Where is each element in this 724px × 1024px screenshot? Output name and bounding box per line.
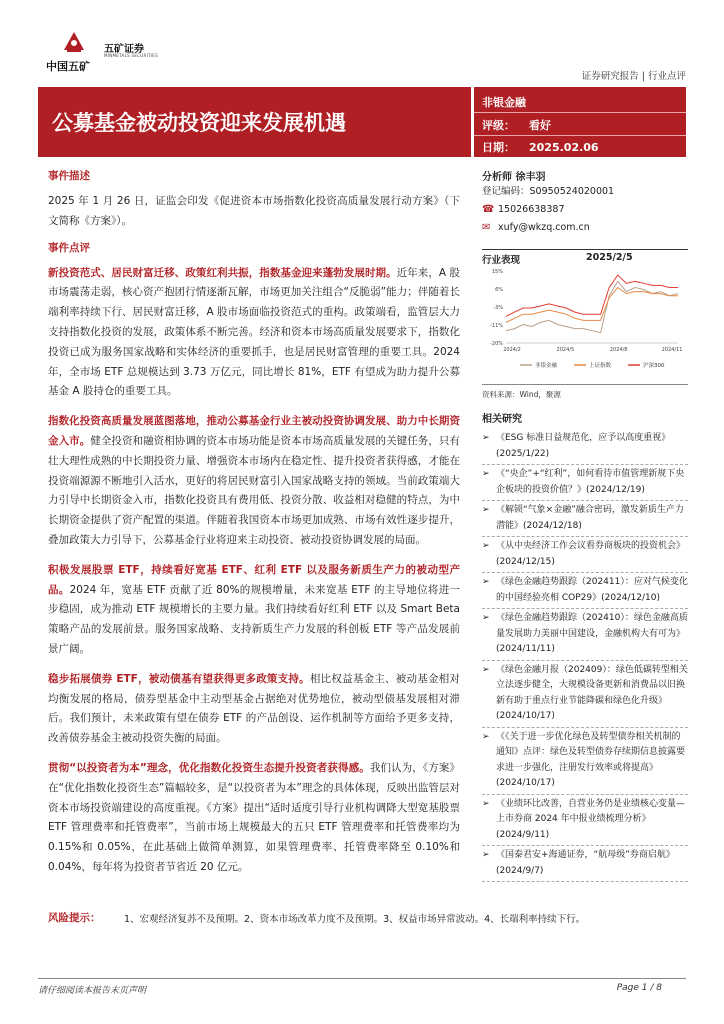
logo-cn-name: 中国五矿 [46,60,90,73]
report-title: 公募基金被动投资迎来发展机遇 [52,111,346,135]
y-tick-label: -11% [490,323,503,329]
sidebar [482,164,688,882]
paragraph-2 [48,412,460,551]
related-research-title: 相关研究 [482,414,522,425]
date-value: 2025.02.06 [529,141,599,154]
legend-label: 沪深300 [643,363,665,369]
industry-performance-chart [482,265,688,377]
x-tick-label: 2024/2 [503,347,521,353]
related-item-text: 《从中央经济工作会议看券商板块的投资机会》(2024/12/15) [496,541,686,567]
x-tick-label: 2024/5 [556,347,575,353]
info-divider [474,112,686,113]
paragraph-4 [48,670,460,749]
page-number: Page 1 / 8 [616,983,662,993]
paragraph-1 [48,264,460,403]
related-item-text: 《解锁“气象×金融”融合密码，激发新质生产力潜能》(2024/12/18) [496,505,684,531]
arrow-bullet-icon: ➢ [482,469,490,479]
related-item-text: 《“央企”+“红利”，如何看待市值管理新规下央企板块的投资价值？》(2024/12/19) [496,469,685,495]
legend-label: 上证指数 [589,363,612,369]
y-tick-label: -20% [490,341,503,347]
related-item[interactable] [482,609,688,661]
arrow-bullet-icon: ➢ [482,664,490,675]
chart-source: 资料来源：Wind，聚源 [482,384,688,400]
paragraph-4-text: 相比权益基金主、被动基金相对均衡发展的格局，债券型基金中主动型基金占据绝对优势地位，被动型债基发展相对滞后。我们预计，未来政策有望在债券 ETF 的产品创设、运作机制等方面给予更多支持，改善债券基金主被动投资失衡的局面。 [48,672,460,745]
paragraph-1-text: 近年来，A 股市场震荡走弱，核心资产抱团行情逐渐瓦解，市场更加关注组合“反脆弱”能力；伴随着长端利率持续下行、居民财富迁移，A 股市场面临投资范式的重构。政策端看，监管层大力支持指数化投资的发展，政策体系不断完善。经济和资本市场高质量发展要求下，指数化投资已成为服务国家战略和实体经济的重要抓手，也是居民财富管理的重要工具。2024 年，全市场 ETF 总规模达到 3.73 万亿元，同比增长 81%，ETF 有望成为助力提升公募基金 A 股持仓的重要工具。 [48,266,461,398]
series-line [506,288,678,323]
y-tick-label: -3% [493,305,503,311]
related-item-text: 《绿色金融趋势跟踪（202410）：绿色金融高质量发展助力美丽中国建设，金融机构大有可为》(2024/11/11) [496,613,688,654]
risk-text: 1、宏观经济复苏不及预期。2、资本市场改革力度不及预期。3、权益市场异常波动。4、长端利率持续下行。 [124,914,586,925]
related-item-text: 《《关于进一步优化绿色及转型债券相关机制的通知》点评：绿色及转型债券存续期信息披露要求进一步强化，注册发行效率或将提高》(2024/10/17) [496,731,686,788]
series-line [506,275,678,316]
related-item-text: 《ESG 标准日益规范化，应予以高度重视》(2025/1/22) [496,433,671,459]
arrow-bullet-icon: ➢ [482,541,490,551]
performance-date: 2025/2/5 [586,252,633,263]
y-tick-label: 6% [495,287,503,293]
minmetals-emblem-icon [60,28,88,56]
related-item[interactable] [482,429,688,465]
arrow-bullet-icon: ➢ [482,850,490,860]
paragraph-2-highlight: 指数化投资高质量发展蓝图落地，推动公募基金行业主被动投资协调发展、助力中长期资金入市。 [48,415,460,447]
paragraph-5 [48,759,460,878]
report-type: 证券研究报告 | 行业点评 [581,71,686,82]
logo-securities-en: MINMETALS SECURITIES [104,53,158,58]
main-content [48,164,460,884]
related-item[interactable] [482,795,688,847]
related-item-text: 《绿色金融月报（202409）：绿色低碳转型相关立法逐步健全，大规模设备更新和消费品以旧换新有助于重点行业节能降碳和绿色化升级》(2024/10/17) [496,664,688,721]
paragraph-2-text: 健全投资和融资相协调的资本市场功能是资本市场高质量发展的关键任务，只有壮大理性成熟的中长期投资力量、增强资本市场内在稳定性、提升投资者获得感，才能在投资端源源不断地引入活水，更好的将居民财富引入国家战略支持的领域。当前政策端大力引导中长期资金入市，指数化投资具有费用低、投资分散、收益相对稳健的特点，为中长期资金提供了资产配置的渠道。伴随着我国资本市场更加成熟、市场有效性逐步提升，叠加政策大力引导下，公募基金行业将迎来主动投资、被动投资协调发展的局面。 [48,434,461,546]
legend-label: 非银金融 [535,363,558,369]
series-line [506,281,678,332]
performance-header [482,249,688,265]
risk-warning [48,910,688,925]
email-icon: ✉ [482,222,491,233]
analyst-reg: 登记编码：S0950524020001 [482,186,615,197]
rating-row [482,117,551,133]
paragraph-4-highlight: 稳步拓展债券 ETF，被动债基有望获得更多政策支持。 [48,672,310,685]
info-box [474,87,686,157]
analyst-name: 分析师 徐丰羽 [482,172,546,183]
arrow-bullet-icon: ➢ [482,613,490,623]
paragraph-3 [48,561,460,660]
arrow-bullet-icon: ➢ [482,433,490,443]
related-item[interactable] [482,728,688,795]
risk-label: 风险提示： [48,912,101,924]
arrow-bullet-icon: ➢ [482,798,490,809]
related-item-text: 《国泰君安+海通证券，“航母级”券商启航》(2024/9/7) [496,850,675,876]
analyst-phone: 15026638387 [498,204,565,215]
company-logo [46,28,206,74]
related-research-list [482,429,688,882]
analyst-email[interactable]: xufy@wkzq.com.cn [498,222,590,233]
event-comment-heading: 事件点评 [48,241,90,254]
date-label: 日期： [482,141,515,154]
related-item[interactable] [482,537,688,573]
event-desc-paragraph: 2025 年 1 月 26 日，证监会印发《促进资本市场指数化投资高质量发展行动方案》（下文简称《方案》）。 [48,195,460,227]
arrow-bullet-icon: ➢ [482,505,490,515]
paragraph-3-text: 2024 年，宽基 ETF 贡献了近 80%的规模增量，未来宽基 ETF 的主导地位将进一步稳固，成为推动 ETF 规模增长的主要力量。我们持续看好红利 ETF 以及 Smart Beta 策略产品的发展前景。服务国家战略、支持新质生产力发展的科创板 ETF 等产品发展前景广阔。 [48,583,460,655]
paragraph-5-highlight: 贯彻“以投资者为本”理念，优化指数化投资生态提升投资者获得感。 [48,761,370,774]
analyst-phone-row [482,201,688,219]
related-item-text: 《业绩环比改善，自营业务仍是业绩核心变量—上市券商 2024 年中报业绩梳理分析》(2024/9/11) [496,798,686,840]
performance-title: 行业表现 [482,255,521,266]
x-tick-label: 2024/11 [661,347,683,353]
related-item[interactable] [482,661,688,728]
related-item[interactable] [482,846,688,882]
paragraph-5-text: 我们认为，《方案》在“优化指数化投资生态”篇幅较多，是“以投资者为本”理念的具体体现，反映出监管层对资本市场投资端建设的高度重视。《方案》提出“适时适度引导行业机构调降大型宽基股票 ETF 管理费率和托管费率”，当前市场上规模最大的五只 ETF 管理费率和托管费率均为 0.15%和 0.05%，在此基础上做简单测算，如果管理费率、托管费率降至 0.10%和 0.04%，每年将为投资者节省近 20 亿元。 [48,761,460,873]
arrow-bullet-icon: ➢ [482,731,490,742]
phone-icon: ☎ [482,204,495,215]
industry-name: 非银金融 [482,96,526,109]
rating-value: 看好 [529,119,551,132]
footer-divider [38,978,686,979]
footer-disclaimer: 请仔细阅读本报告末页声明 [38,986,147,996]
arrow-bullet-icon: ➢ [482,577,490,587]
rating-label: 评级： [482,119,515,132]
paragraph-1-highlight: 新投资范式、居民财富迁移、政策红利共振，指数基金迎来蓬勃发展时期。 [48,266,397,279]
y-tick-label: 15% [491,269,503,275]
related-item[interactable] [482,501,688,537]
info-divider [474,135,686,136]
paragraph-3-highlight: 积极发展股票 ETF，持续看好宽基 ETF、红利 ETF 以及服务新质生产力的被动型产品。 [48,563,460,596]
related-item[interactable] [482,573,688,609]
related-item[interactable] [482,465,688,501]
event-desc-heading: 事件描述 [48,170,90,182]
x-tick-label: 2024/8 [609,347,628,353]
analyst-email-row [482,219,688,237]
related-item-text: 《绿色金融趋势跟踪（202411）：应对气候变化的中国经验亮相 COP29》(2024/12/10) [496,577,688,603]
logo-securities-name: 五矿证券 [104,44,144,55]
title-bar [38,87,471,157]
date-row [482,139,599,155]
